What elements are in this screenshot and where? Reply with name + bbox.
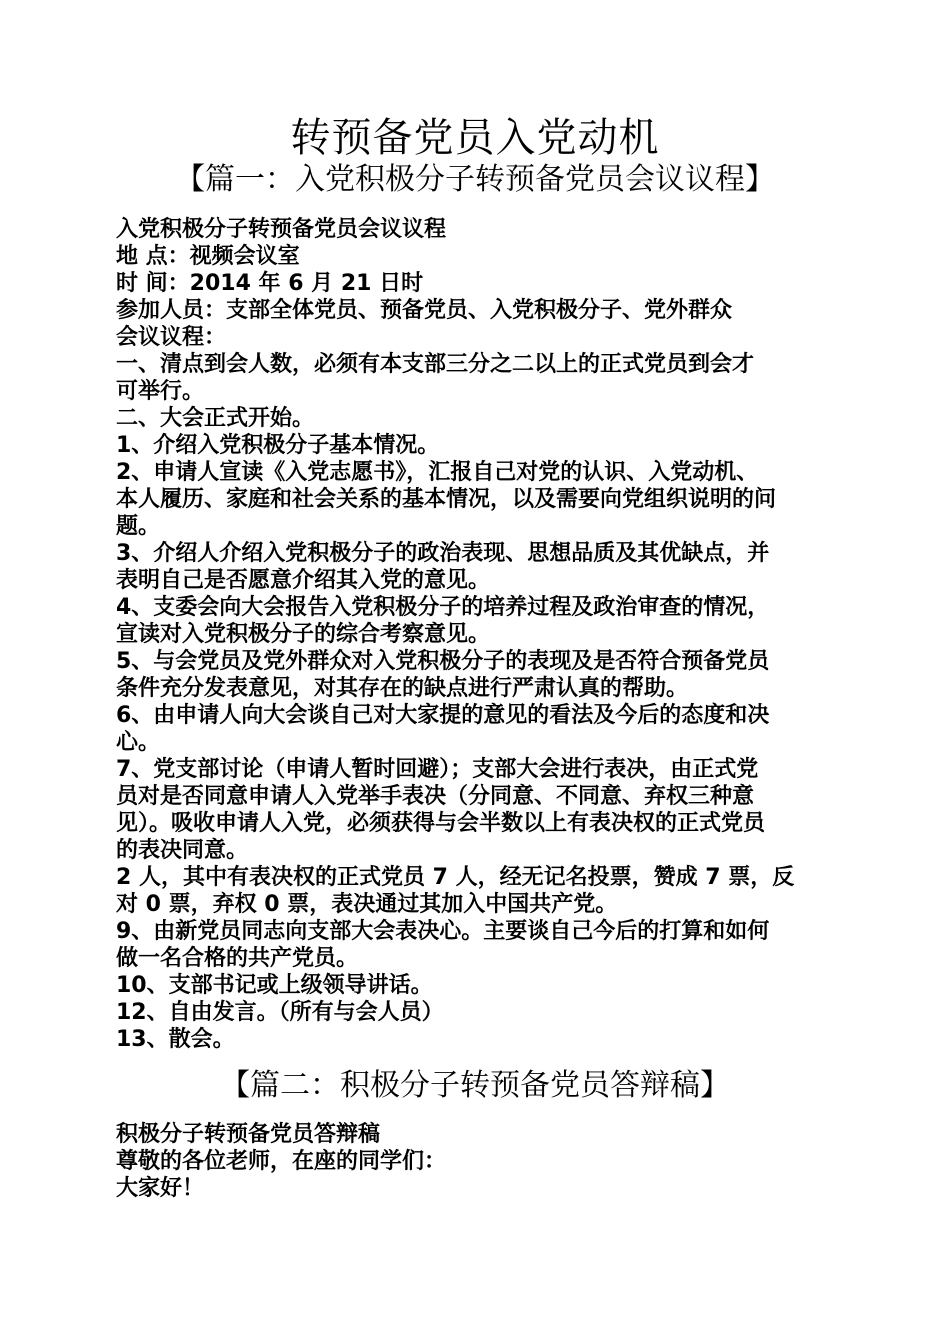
paragraph-line: 参加人员：支部全体党员、预备党员、入党积极分子、党外群众	[116, 298, 733, 323]
paragraph-line: 条件充分发表意见，对其存在的缺点进行严肃认真的帮助。	[116, 676, 689, 701]
paragraph-line: 2 人，其中有表决权的正式党员 7 人，经无记名投票，赞成 7 票，反	[116, 865, 795, 890]
section2-body	[116, 1121, 836, 1202]
paragraph-line: 2、申请人宣读《入党志愿书》，汇报自己对党的认识、入党动机、	[116, 460, 759, 485]
paragraph-line: 7、党支部讨论（申请人暂时回避）；支部大会进行表决，由正式党	[116, 757, 759, 782]
paragraph-line: 表明自己是否愿意介绍其入党的意见。	[116, 568, 491, 593]
section2-heading: 【篇二：积极分子转预备党员答辩稿】	[220, 1068, 730, 1103]
paragraph-line: 5、与会党员及党外群众对入党积极分子的表现及是否符合预备党员	[116, 649, 770, 674]
paragraph-line: 积极分子转预备党员答辩稿	[116, 1122, 381, 1147]
paragraph-line: 宣读对入党积极分子的综合考察意见。	[116, 622, 491, 647]
paragraph-line: 1、介绍入党积极分子基本情况。	[116, 433, 440, 458]
paragraph-line: 的表决同意。	[116, 838, 249, 863]
paragraph-line: 大家好！	[116, 1176, 205, 1201]
paragraph-line: 4、支委会向大会报告入党积极分子的培养过程及政治审查的情况，	[116, 595, 770, 620]
section1-body	[116, 216, 836, 1053]
paragraph-line: 二、大会正式开始。	[116, 406, 315, 431]
section1-heading: 【篇一：入党积极分子转预备党员会议议程】	[175, 162, 775, 197]
paragraph-line: 10、支部书记或上级领导讲话。	[116, 973, 433, 998]
paragraph-line: 对 0 票，弃权 0 票，表决通过其加入中国共产党。	[116, 892, 618, 917]
document-title: 转预备党员入党动机	[290, 115, 660, 161]
paragraph-line: 3、介绍人介绍入党积极分子的政治表现、思想品质及其优缺点，并	[116, 541, 770, 566]
paragraph-line: 做一名合格的共产党员。	[116, 946, 359, 971]
paragraph-line: 13、散会。	[116, 1027, 235, 1052]
paragraph-line: 员对是否同意申请人入党举手表决（分同意、不同意、弃权三种意	[116, 784, 755, 809]
paragraph-line: 本人履历、家庭和社会关系的基本情况，以及需要向党组织说明的问	[116, 487, 777, 512]
paragraph-line: 入党积极分子转预备党员会议议程	[116, 217, 447, 242]
paragraph-line: 会议议程：	[116, 325, 227, 350]
paragraph-line: 题。	[116, 514, 161, 539]
paragraph-line: 9、由新党员同志向支部大会表决心。主要谈自己今后的打算和如何	[116, 919, 770, 944]
paragraph-line: 6、由申请人向大会谈自己对大家提的意见的看法及今后的态度和决	[116, 703, 770, 728]
paragraph-line: 可举行。	[116, 379, 205, 404]
paragraph-line: 12、自由发言。（所有与会人员）	[116, 1000, 444, 1025]
paragraph-line: 见）。吸收申请人入党，必须获得与会半数以上有表决权的正式党员	[116, 811, 766, 836]
paragraph-line: 时 间：2014 年 6 月 21 日时	[116, 271, 424, 296]
paragraph-line: 尊敬的各位老师，在座的同学们：	[116, 1149, 447, 1174]
paragraph-line: 一、清点到会人数，必须有本支部三分之二以上的正式党员到会才	[116, 352, 755, 377]
paragraph-line: 地 点：视频会议室	[116, 244, 300, 269]
paragraph-line: 心。	[116, 730, 161, 755]
